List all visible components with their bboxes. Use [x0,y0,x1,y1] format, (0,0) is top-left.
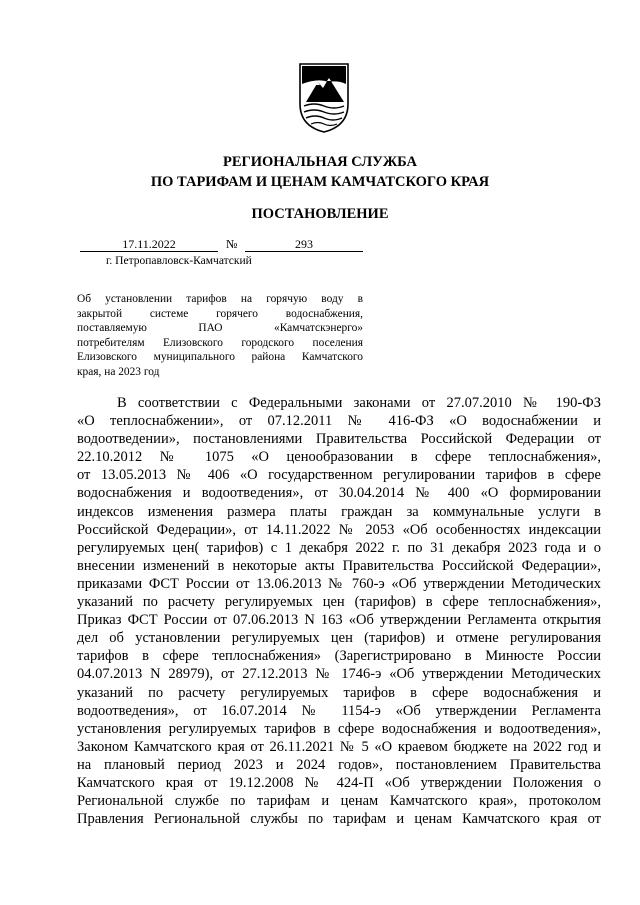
body-line: тарифов в сфере теплоснабжения» (Зарегистрировано в Минюсте России [77,648,601,665]
body-line: регулируемых цен( тарифов) с 1 декабря 2022 г. по 31 декабря 2023 года и о [77,539,601,556]
subject-line: поставляемую ПАО «Камчатскэнерго» [77,322,363,334]
body-line: приказами ФСТ России от 13.06.2013 № 760-э «Об утверждении Методических [77,575,601,592]
body-line: Правления Региональной службы по тарифам и ценам Камчатского края от [77,811,601,828]
subject-line: Об установлении тарифов на горячую воду в [77,293,363,305]
body-line: индексов изменения размера платы граждан за коммунальные услуги в [77,503,601,520]
body-line: водоснабжения и водоотведения», от 30.04.2014 № 400 «О формировании [77,485,601,502]
body-line: внесении изменений в некоторые акты Правительства Российской Федерации», [77,557,601,574]
document-number: 293 [245,237,363,252]
body-line: указаний по расчету регулируемых тарифов в сфере водоснабжения и [77,684,601,701]
body-line: Камчатского края от 19.12.2008 № 424-П «Об утверждении Положения о [77,774,601,791]
document-type: ПОСТАНОВЛЕНИЕ [251,206,389,222]
body-line: 04.07.2013 N 28979), от 27.12.2013 № 1746-э «Об утверждении Методических [77,666,601,683]
subject-line: края, на 2023 год [77,365,160,378]
document-body [77,394,601,828]
document-subject [77,292,363,379]
body-line: водоотведении», постановлениями Правительства Российской Федерации от [77,431,601,448]
body-line: на плановый период 2023 и 2024 годов», постановлением Правительства [77,756,601,773]
body-line: водоотведения», от 16.07.2014 № 1154-э «Об утверждении Регламента [77,702,601,719]
agency-name [0,152,640,192]
coat-of-arms-icon [298,62,350,134]
subject-line: потребителям Елизовского городского поселения [77,336,363,349]
body-line: Приказ ФСТ России от 07.06.2013 N 163 «Об утверждении Регламента открытия [77,612,601,629]
body-line: В соответствии с Федеральными законами от 27.07.2010 № 190-ФЗ [117,395,601,411]
body-line: Региональной службе по тарифам и ценам Камчатского края», протоколом [77,793,601,810]
document-date: 17.11.2022 [80,237,218,252]
body-line: дел об установлении регулируемых цен (тарифов) и отмене регулирования [77,630,601,647]
body-line: Законом Камчатского края от 26.11.2021 № 5 «О краевом бюджете на 2022 год и [77,738,601,755]
document-city: г. Петропавловск-Камчатский [106,255,252,267]
body-line: «О теплоснабжении», от 07.12.2011 № 416-ФЗ «О водоснабжении и [77,413,601,430]
number-sign: № [226,237,238,251]
subject-line: закрытой системе горячего водоснабжения, [77,307,363,320]
body-line: 22.10.2012 № 1075 «О ценообразовании в сфере теплоснабжения», [77,449,601,466]
body-line: от 13.05.2013 № 406 «О государственном регулировании тарифов в сфере [77,467,601,484]
body-line: Российской Федерации», от 14.11.2022 № 2053 «Об особенностях индексации [77,521,601,538]
agency-name-line-2: ПО ТАРИФАМ И ЦЕНАМ КАМЧАТСКОГО КРАЯ [150,174,490,190]
body-line: указаний по расчету регулируемых цен (тарифов) в сфере теплоснабжения», [77,594,601,611]
body-line: установления регулируемых тарифов в сфере водоснабжения и водоотведения», [77,720,601,737]
subject-line: Елизовского муниципального района Камчатского [77,351,363,363]
agency-name-line-1: РЕГИОНАЛЬНАЯ СЛУЖБА [222,154,418,170]
